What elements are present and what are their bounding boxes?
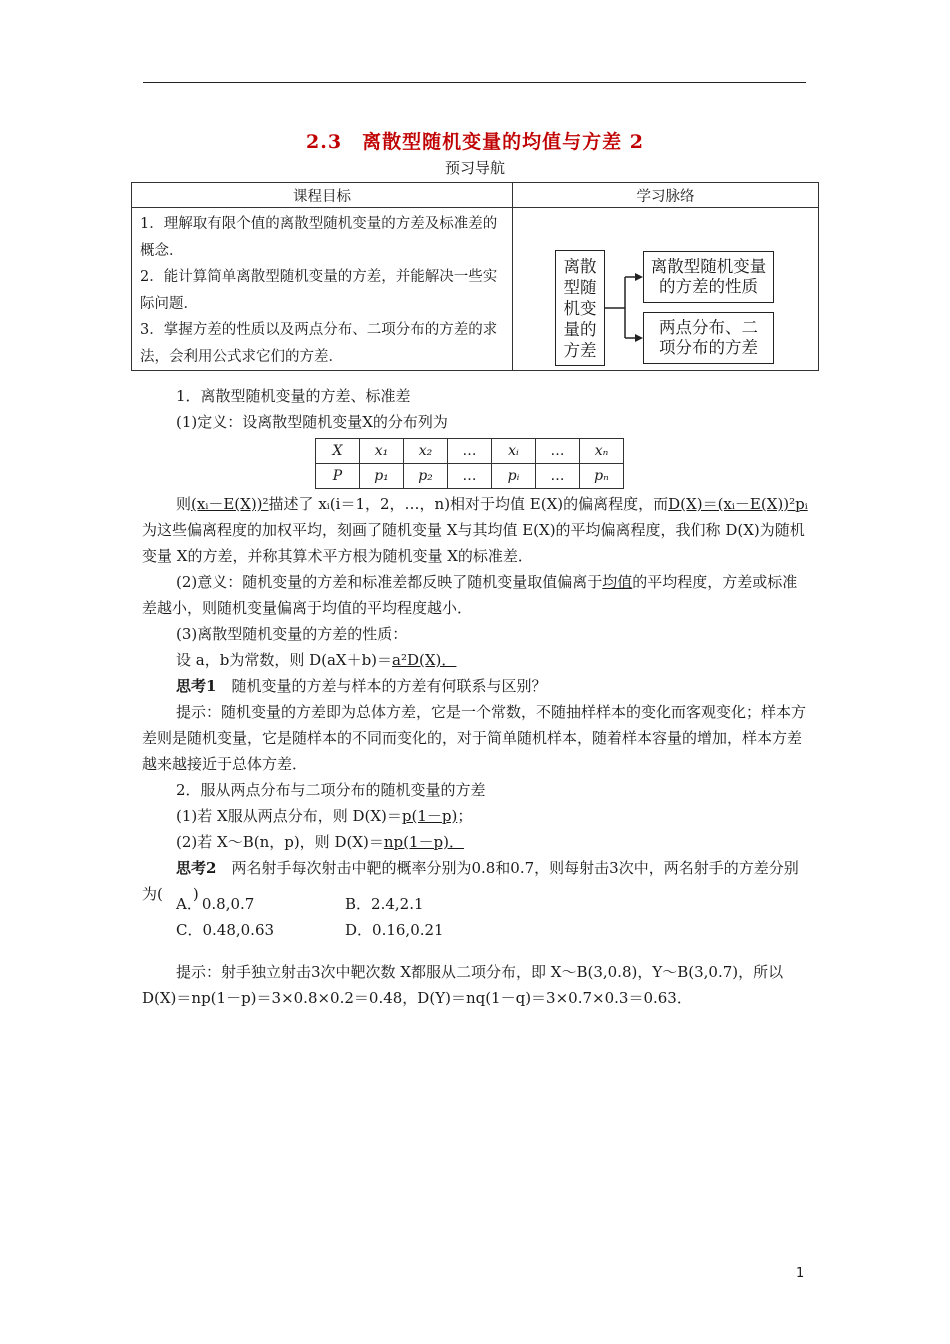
- table-row: [316, 464, 624, 489]
- section2-heading: 2．服从两点分布与二项分布的随机变量的方差: [176, 781, 486, 799]
- flow-branch-line: 两点分布、二: [659, 318, 758, 337]
- goal-item: 2．能计算简单离散型随机变量的方差，并能解决一些实际问题．: [140, 269, 498, 312]
- two-point-variance: (1)若 X服从两点分布，则 D(X)＝p(1－p)；: [176, 807, 473, 825]
- table-cell: X: [316, 439, 360, 464]
- table-cell: p₂: [404, 464, 448, 489]
- meaning-text: (2)意义：随机变量的方差和标准差都反映了随机变量取值偏离于均值的平均程度，方差或标准差越小，则随机变量偏离于均值的平均程度越小．: [142, 573, 798, 617]
- flow-root-box: [555, 250, 605, 366]
- meaning-blank: 均值: [602, 573, 633, 591]
- concept-flow-diagram: [513, 208, 818, 362]
- two-point-blank: p(1－p): [401, 807, 458, 825]
- table-cell: p₁: [360, 464, 404, 489]
- page-subtitle: 预习导航: [444, 159, 505, 177]
- table-cell: pₙ: [580, 464, 624, 489]
- arrow-right-icon: [635, 334, 643, 342]
- goals-header: 课程目标: [132, 183, 513, 208]
- think2-question: 思考2 两名射手每次射击中靶的概率分别为0.8和0.7，则每射击3次中，两名射手的方差分别为( ): [142, 859, 799, 903]
- option-b: B．2.4,2.1: [345, 895, 424, 913]
- table-cell: …: [448, 464, 492, 489]
- table-cell: x₁: [360, 439, 404, 464]
- table-cell: P: [316, 464, 360, 489]
- table-cell: xᵢ: [492, 439, 536, 464]
- think1-answer: 提示：随机变量的方差即为总体方差，它是一个常数，不随抽样样本的变化而客观变化；样本方差则是随机变量，它是随样本的不同而变化的，对于简单随机样本，随着样本容量的增加，样本方差越来越接近于总体方差．: [142, 703, 807, 773]
- options-row: [176, 893, 514, 914]
- binomial-blank: np(1－p)．: [383, 833, 464, 851]
- flow-branch-distribution-variance: [643, 312, 774, 364]
- think1-question: 思考1 随机变量的方差与样本的方差有何联系与区别？: [176, 677, 547, 695]
- property-text: 设 a，b为常数，则 D(aX＋b)＝a²D(X)．: [176, 651, 457, 669]
- deviation-expression: (xᵢ－E(X))²: [191, 495, 269, 513]
- section1-heading: 1．离散型随机变量的方差、标准差: [176, 387, 411, 405]
- think2-answer: 提示：射手独立射击3次中靶次数 X都服从二项分布，即 X～B(3,0.8)，Y～B(3,0.7)，所以 D(X)＝np(1－p)＝3×0.8×0.2＝0.48，D(Y)＝nq(1－q)＝3×0.7×0.3＝0.63．: [142, 963, 784, 1007]
- table-cell: x₂: [404, 439, 448, 464]
- definition-text: 则(xᵢ－E(X))²描述了 xᵢ(i＝1，2，…，n)相对于均值 E(X)的偏离程度，而D(X)＝(xᵢ－E(X))²pᵢ为这些偏离程度的加权平均，刻画了随机变量 X与其均值 E(X)的平均偏离程度，我们称 D(X)为随机变量 X的方差，并称其算术平方根为随机变量 X的标准差．: [142, 495, 808, 565]
- definition-intro: (1)定义：设离散型随机变量X的分布列为: [176, 413, 448, 431]
- table-row: [316, 439, 624, 464]
- goals-cell: [132, 208, 513, 371]
- option-d: D．0.16,0.21: [345, 921, 444, 939]
- flow-branch-line: 的方差的性质: [659, 277, 758, 296]
- table-cell: pᵢ: [492, 464, 536, 489]
- think2-label: 思考2: [176, 859, 217, 877]
- property-heading: (3)离散型随机变量的方差的性质：: [176, 625, 408, 643]
- table-cell: xₙ: [580, 439, 624, 464]
- flow-root-line: 型随: [563, 277, 597, 297]
- header-rule: [143, 82, 806, 83]
- table-cell: …: [536, 439, 580, 464]
- option-c: C．0.48,0.63: [176, 921, 275, 939]
- think1-label: 思考1: [176, 677, 217, 695]
- page-number: 1: [796, 1266, 805, 1281]
- options-row: [176, 919, 514, 940]
- flow-root-line: 离散: [563, 256, 597, 276]
- arrow-right-icon: [635, 273, 643, 281]
- variance-formula: D(X)＝(xᵢ－E(X))²pᵢ: [668, 495, 808, 513]
- binomial-variance: (2)若 X～B(n，p)，则 D(X)＝np(1－p)．: [176, 833, 464, 851]
- table-cell: …: [448, 439, 492, 464]
- flow-root-line: 量的: [563, 319, 597, 339]
- table-cell: …: [536, 464, 580, 489]
- flow-cell: [513, 208, 819, 371]
- flow-branch-line: 离散型随机变量: [650, 257, 767, 276]
- flow-root-line: 机变: [563, 298, 597, 318]
- goal-item: 1．理解取有限个值的离散型随机变量的方差及标准差的概念．: [140, 216, 498, 259]
- distribution-table: [315, 438, 624, 489]
- flow-branch-variance-properties: [643, 251, 774, 303]
- property-blank: a²D(X)．: [392, 651, 457, 669]
- option-a: A．0.8,0.7: [176, 895, 255, 913]
- goal-item: 3．掌握方差的性质以及两点分布、二项分布的方差的求法，会利用公式求它们的方差．: [140, 322, 498, 365]
- flow-root-line: 方差: [563, 340, 597, 360]
- flow-branch-line: 项分布的方差: [659, 338, 758, 357]
- preview-nav-table: [131, 182, 819, 371]
- context-header: 学习脉络: [513, 183, 819, 208]
- page-title: 2.3 离散型随机变量的均值与方差 2: [306, 131, 644, 153]
